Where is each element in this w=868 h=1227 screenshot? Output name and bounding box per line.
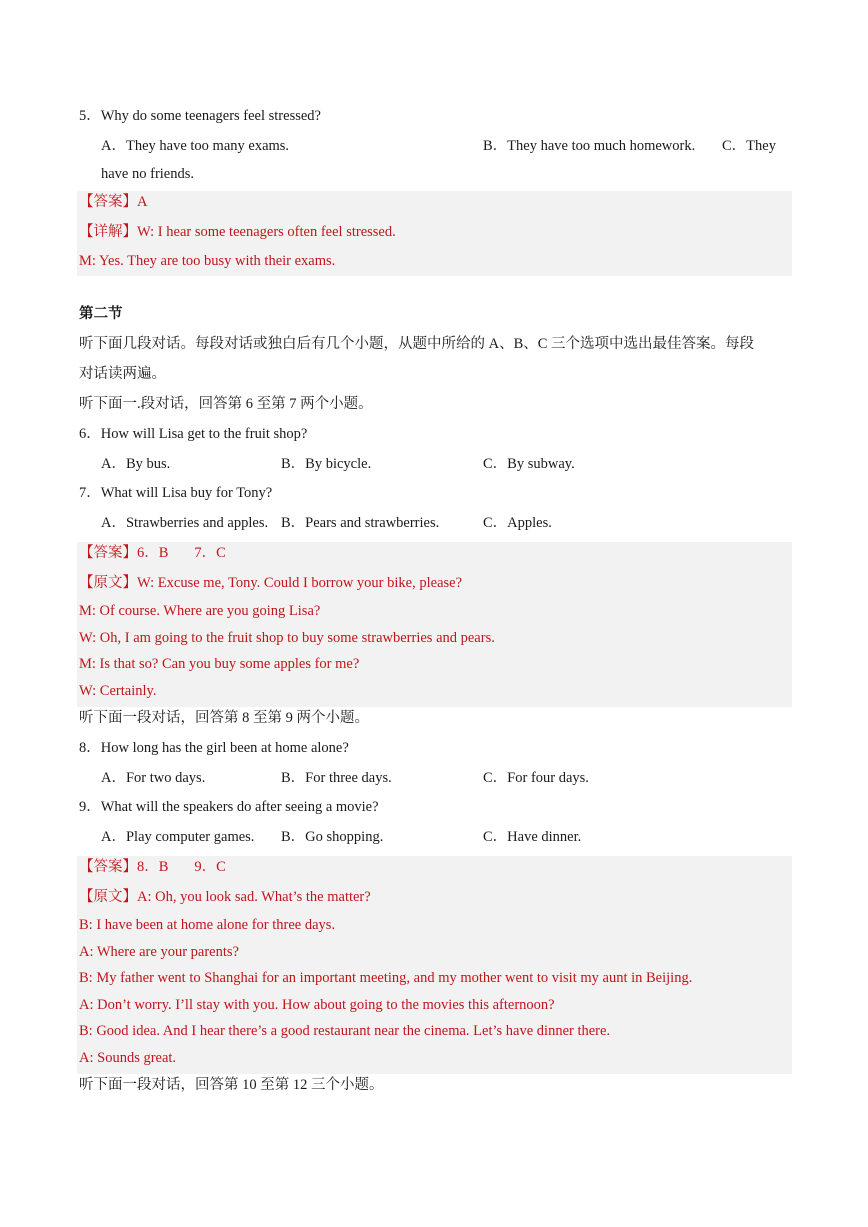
q9-option-c: C．Have dinner. (483, 829, 582, 845)
q7-option-c: C．Apples. (483, 515, 552, 531)
dialogue-intro: 听下面一段对话，回答第 8 至第 9 两个小题。 (79, 710, 369, 726)
transcript-line: B: Good idea. And I hear there’s a good restaurant near the cinema. Let’s have dinner there. (79, 1023, 611, 1039)
transcript-line: W: Certainly. (79, 683, 157, 699)
q9-option-b: B．Go shopping. (281, 829, 384, 845)
q6-option-b: B．By bicycle. (281, 456, 372, 472)
answer-line (79, 544, 226, 562)
q5-option-a: A．They have too many exams. (101, 138, 290, 154)
q8-option-b: B．For three days. (281, 770, 392, 786)
transcript-text: W: Excuse me, Tony. Could I borrow your bike, please? (137, 575, 463, 591)
q5-option-c: C．They (722, 138, 776, 154)
section-instructions-cont: 对话读两遍。 (79, 366, 166, 382)
section-heading: 第二节 (79, 306, 123, 322)
q7-option-a: A．Strawberries and apples. (101, 515, 269, 531)
answer-label: 【答案】 (79, 545, 137, 561)
transcript-line (79, 574, 462, 592)
answer-q6: 6．B (137, 545, 169, 561)
transcript-line: A: Don’t worry. I’ll stay with you. How about going to the movies this afternoon? (79, 997, 555, 1013)
dialogue-intro: 听下面一.段对话，回答第 6 至第 7 两个小题。 (79, 396, 373, 412)
answer-box-q6-7 (77, 542, 792, 707)
q7-stem: 7．What will Lisa buy for Tony? (79, 485, 273, 501)
q6-option-c: C．By subway. (483, 456, 575, 472)
q5-option-c-wrap: have no friends. (101, 166, 195, 182)
q5-stem: 5．Why do some teenagers feel stressed? (79, 108, 321, 124)
dialogue-intro: 听下面一段对话，回答第 10 至第 12 三个小题。 (79, 1077, 384, 1093)
answer-q9: 9．C (194, 859, 226, 875)
source-label: 【原文】 (79, 575, 137, 591)
detail-line: W: I hear some teenagers often feel stressed. (137, 224, 396, 240)
source-label: 【原文】 (79, 889, 137, 905)
answer-label: 【答案】 (79, 859, 137, 875)
transcript-line: M: Is that so? Can you buy some apples for me? (79, 656, 360, 672)
transcript-line (79, 888, 371, 906)
q6-stem: 6．How will Lisa get to the fruit shop? (79, 426, 308, 442)
answer-q8: 8．B (137, 859, 169, 875)
transcript-line: B: I have been at home alone for three days. (79, 917, 336, 933)
q5-detail (79, 223, 396, 241)
transcript-line: A: Sounds great. (79, 1050, 177, 1066)
detail-line: M: Yes. They are too busy with their exams. (79, 253, 336, 269)
q8-option-a: A．For two days. (101, 770, 206, 786)
transcript-line: W: Oh, I am going to the fruit shop to buy some strawberries and pears. (79, 630, 495, 646)
q8-option-c: C．For four days. (483, 770, 589, 786)
q5-option-b: B．They have too much homework. (483, 138, 696, 154)
transcript-line: B: My father went to Shanghai for an important meeting, and my mother went to visit my aunt in Beijing. (79, 970, 693, 986)
q8-stem: 8．How long has the girl been at home alone? (79, 740, 349, 756)
transcript-line: M: Of course. Where are you going Lisa? (79, 603, 321, 619)
answer-line (79, 858, 226, 876)
q6-option-a: A．By bus. (101, 456, 171, 472)
q9-option-a: A．Play computer games. (101, 829, 255, 845)
transcript-line: A: Where are your parents? (79, 944, 239, 960)
q9-stem: 9．What will the speakers do after seeing a movie? (79, 799, 379, 815)
transcript-text: A: Oh, you look sad. What’s the matter? (137, 889, 371, 905)
q5-answer: 【答案】A (79, 194, 148, 210)
section-instructions: 听下面几段对话。每段对话或独白后有几个小题，从题中所给的 A、B、C 三个选项中选出最佳答案。每段 (79, 336, 755, 352)
q7-option-b: B．Pears and strawberries. (281, 515, 440, 531)
detail-label: 【详解】 (79, 224, 137, 240)
answer-q7: 7．C (194, 545, 226, 561)
